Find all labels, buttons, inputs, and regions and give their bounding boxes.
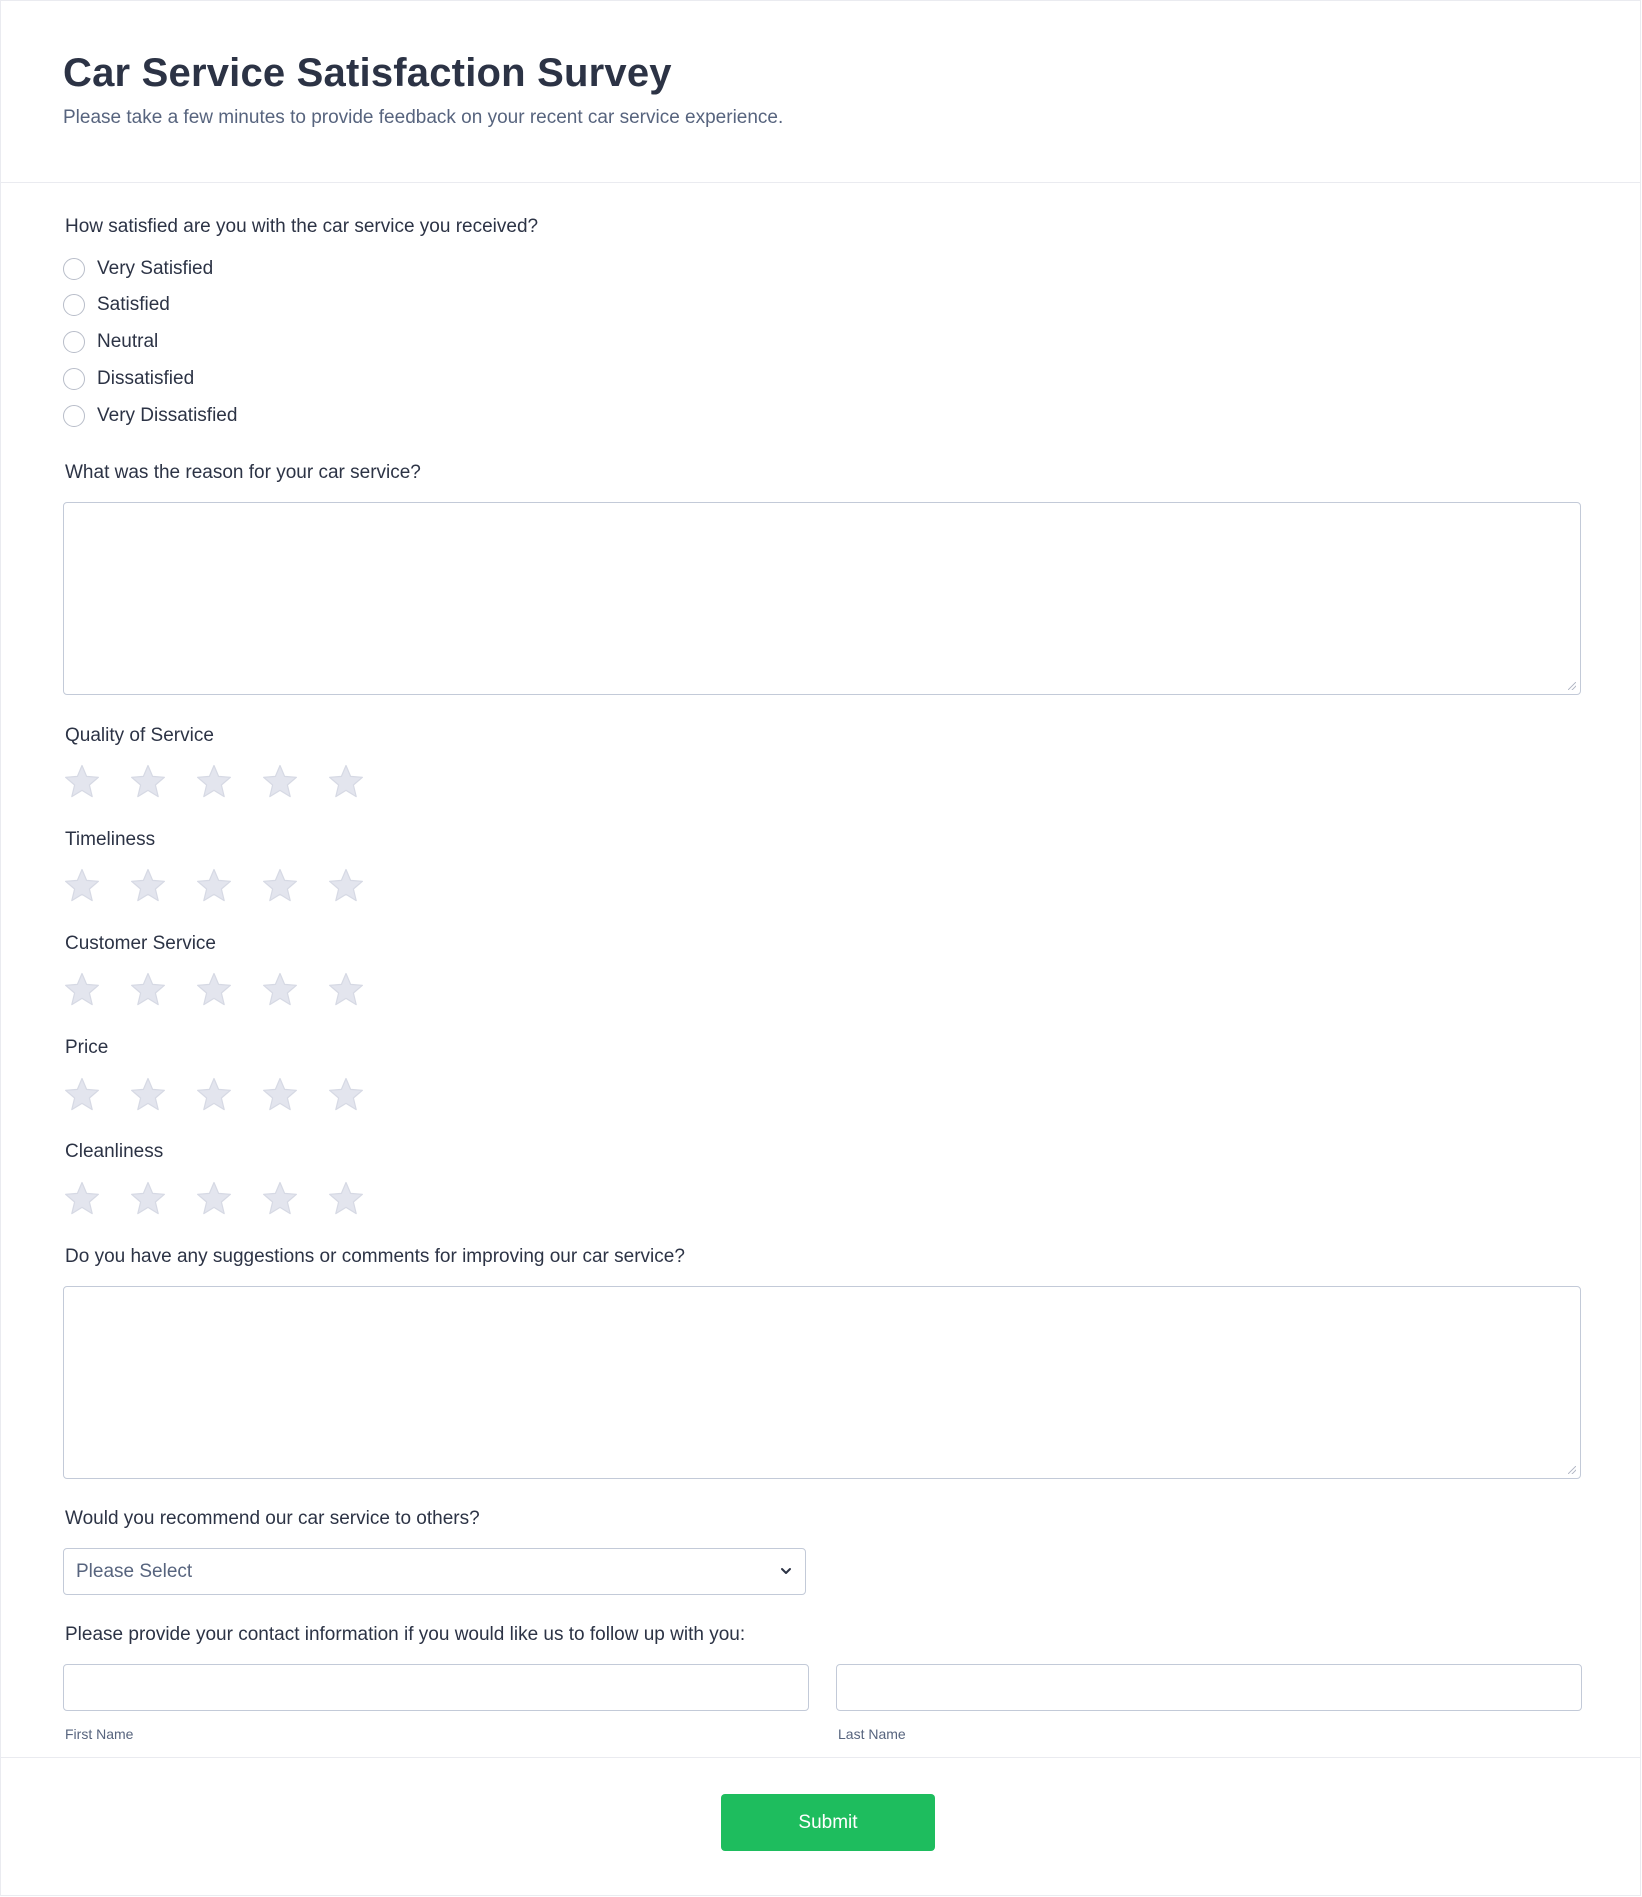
reason-question: What was the reason for your car service? [65, 462, 421, 483]
recommend-question: Would you recommend our car service to others? [65, 1508, 480, 1529]
star-icon[interactable] [129, 1180, 167, 1218]
rating-label-quality: Quality of Service [65, 725, 214, 746]
star-icon[interactable] [261, 867, 299, 905]
star-icon[interactable] [327, 971, 365, 1009]
last-name-field[interactable] [836, 1664, 1582, 1711]
radio-very-satisfied[interactable] [63, 256, 213, 282]
rating-price[interactable] [63, 1076, 393, 1116]
suggestions-textarea[interactable] [63, 1286, 1581, 1479]
star-icon[interactable] [327, 763, 365, 801]
suggestions-question: Do you have any suggestions or comments for improving our car service? [65, 1246, 685, 1267]
radio-label: Very Satisfied [97, 258, 214, 279]
star-icon[interactable] [195, 1180, 233, 1218]
star-icon[interactable] [63, 971, 101, 1009]
form-header [1, 1, 1640, 183]
contact-question: Please provide your contact information if you would like us to follow up with you: [65, 1624, 746, 1645]
radio-button[interactable] [63, 368, 85, 390]
radio-button[interactable] [63, 405, 85, 427]
rating-label-price: Price [65, 1037, 109, 1058]
satisfaction-question: How satisfied are you with the car service you received? [65, 216, 539, 237]
radio-label: Satisfied [97, 294, 170, 315]
submit-button[interactable]: Submit [721, 1794, 935, 1851]
star-icon[interactable] [195, 1076, 233, 1114]
radio-label: Neutral [97, 331, 159, 352]
radio-satisfied[interactable] [63, 292, 170, 318]
form-footer [1, 1757, 1640, 1897]
star-icon[interactable] [63, 763, 101, 801]
reason-textarea[interactable] [63, 502, 1581, 695]
star-icon[interactable] [195, 867, 233, 905]
radio-label: Very Dissatisfied [97, 405, 238, 426]
star-icon[interactable] [261, 763, 299, 801]
star-icon[interactable] [129, 971, 167, 1009]
resize-handle-icon[interactable] [1568, 682, 1576, 690]
star-icon[interactable] [195, 763, 233, 801]
star-icon[interactable] [63, 1180, 101, 1218]
radio-button[interactable] [63, 258, 85, 280]
star-icon[interactable] [327, 1180, 365, 1218]
star-icon[interactable] [261, 1076, 299, 1114]
star-icon[interactable] [63, 867, 101, 905]
star-icon[interactable] [129, 1076, 167, 1114]
radio-neutral[interactable] [63, 329, 158, 355]
last-name-sublabel: Last Name [838, 1726, 906, 1742]
rating-label-cleanliness: Cleanliness [65, 1141, 164, 1162]
rating-customer-service[interactable] [63, 971, 393, 1011]
radio-dissatisfied[interactable] [63, 366, 194, 392]
star-icon[interactable] [327, 867, 365, 905]
radio-button[interactable] [63, 331, 85, 353]
chevron-down-icon [779, 1564, 793, 1578]
rating-quality-of-service[interactable] [63, 763, 393, 803]
star-icon[interactable] [63, 1076, 101, 1114]
first-name-field[interactable] [63, 1664, 809, 1711]
star-icon[interactable] [129, 867, 167, 905]
star-icon[interactable] [129, 763, 167, 801]
star-icon[interactable] [327, 1076, 365, 1114]
first-name-sublabel: First Name [65, 1726, 134, 1742]
form-title: Car Service Satisfaction Survey [63, 51, 672, 95]
rating-cleanliness[interactable] [63, 1180, 393, 1220]
radio-label: Dissatisfied [97, 368, 195, 389]
recommend-select[interactable] [63, 1548, 806, 1595]
star-icon[interactable] [261, 971, 299, 1009]
form-subtitle: Please take a few minutes to provide feedback on your recent car service experience. [63, 107, 784, 128]
radio-very-dissatisfied[interactable] [63, 403, 237, 429]
select-value: Please Select [76, 1560, 193, 1582]
radio-button[interactable] [63, 294, 85, 316]
rating-label-timeliness: Timeliness [65, 829, 156, 850]
star-icon[interactable] [261, 1180, 299, 1218]
star-icon[interactable] [195, 971, 233, 1009]
rating-label-customer-service: Customer Service [65, 933, 216, 954]
resize-handle-icon[interactable] [1568, 1466, 1576, 1474]
rating-timeliness[interactable] [63, 867, 393, 907]
